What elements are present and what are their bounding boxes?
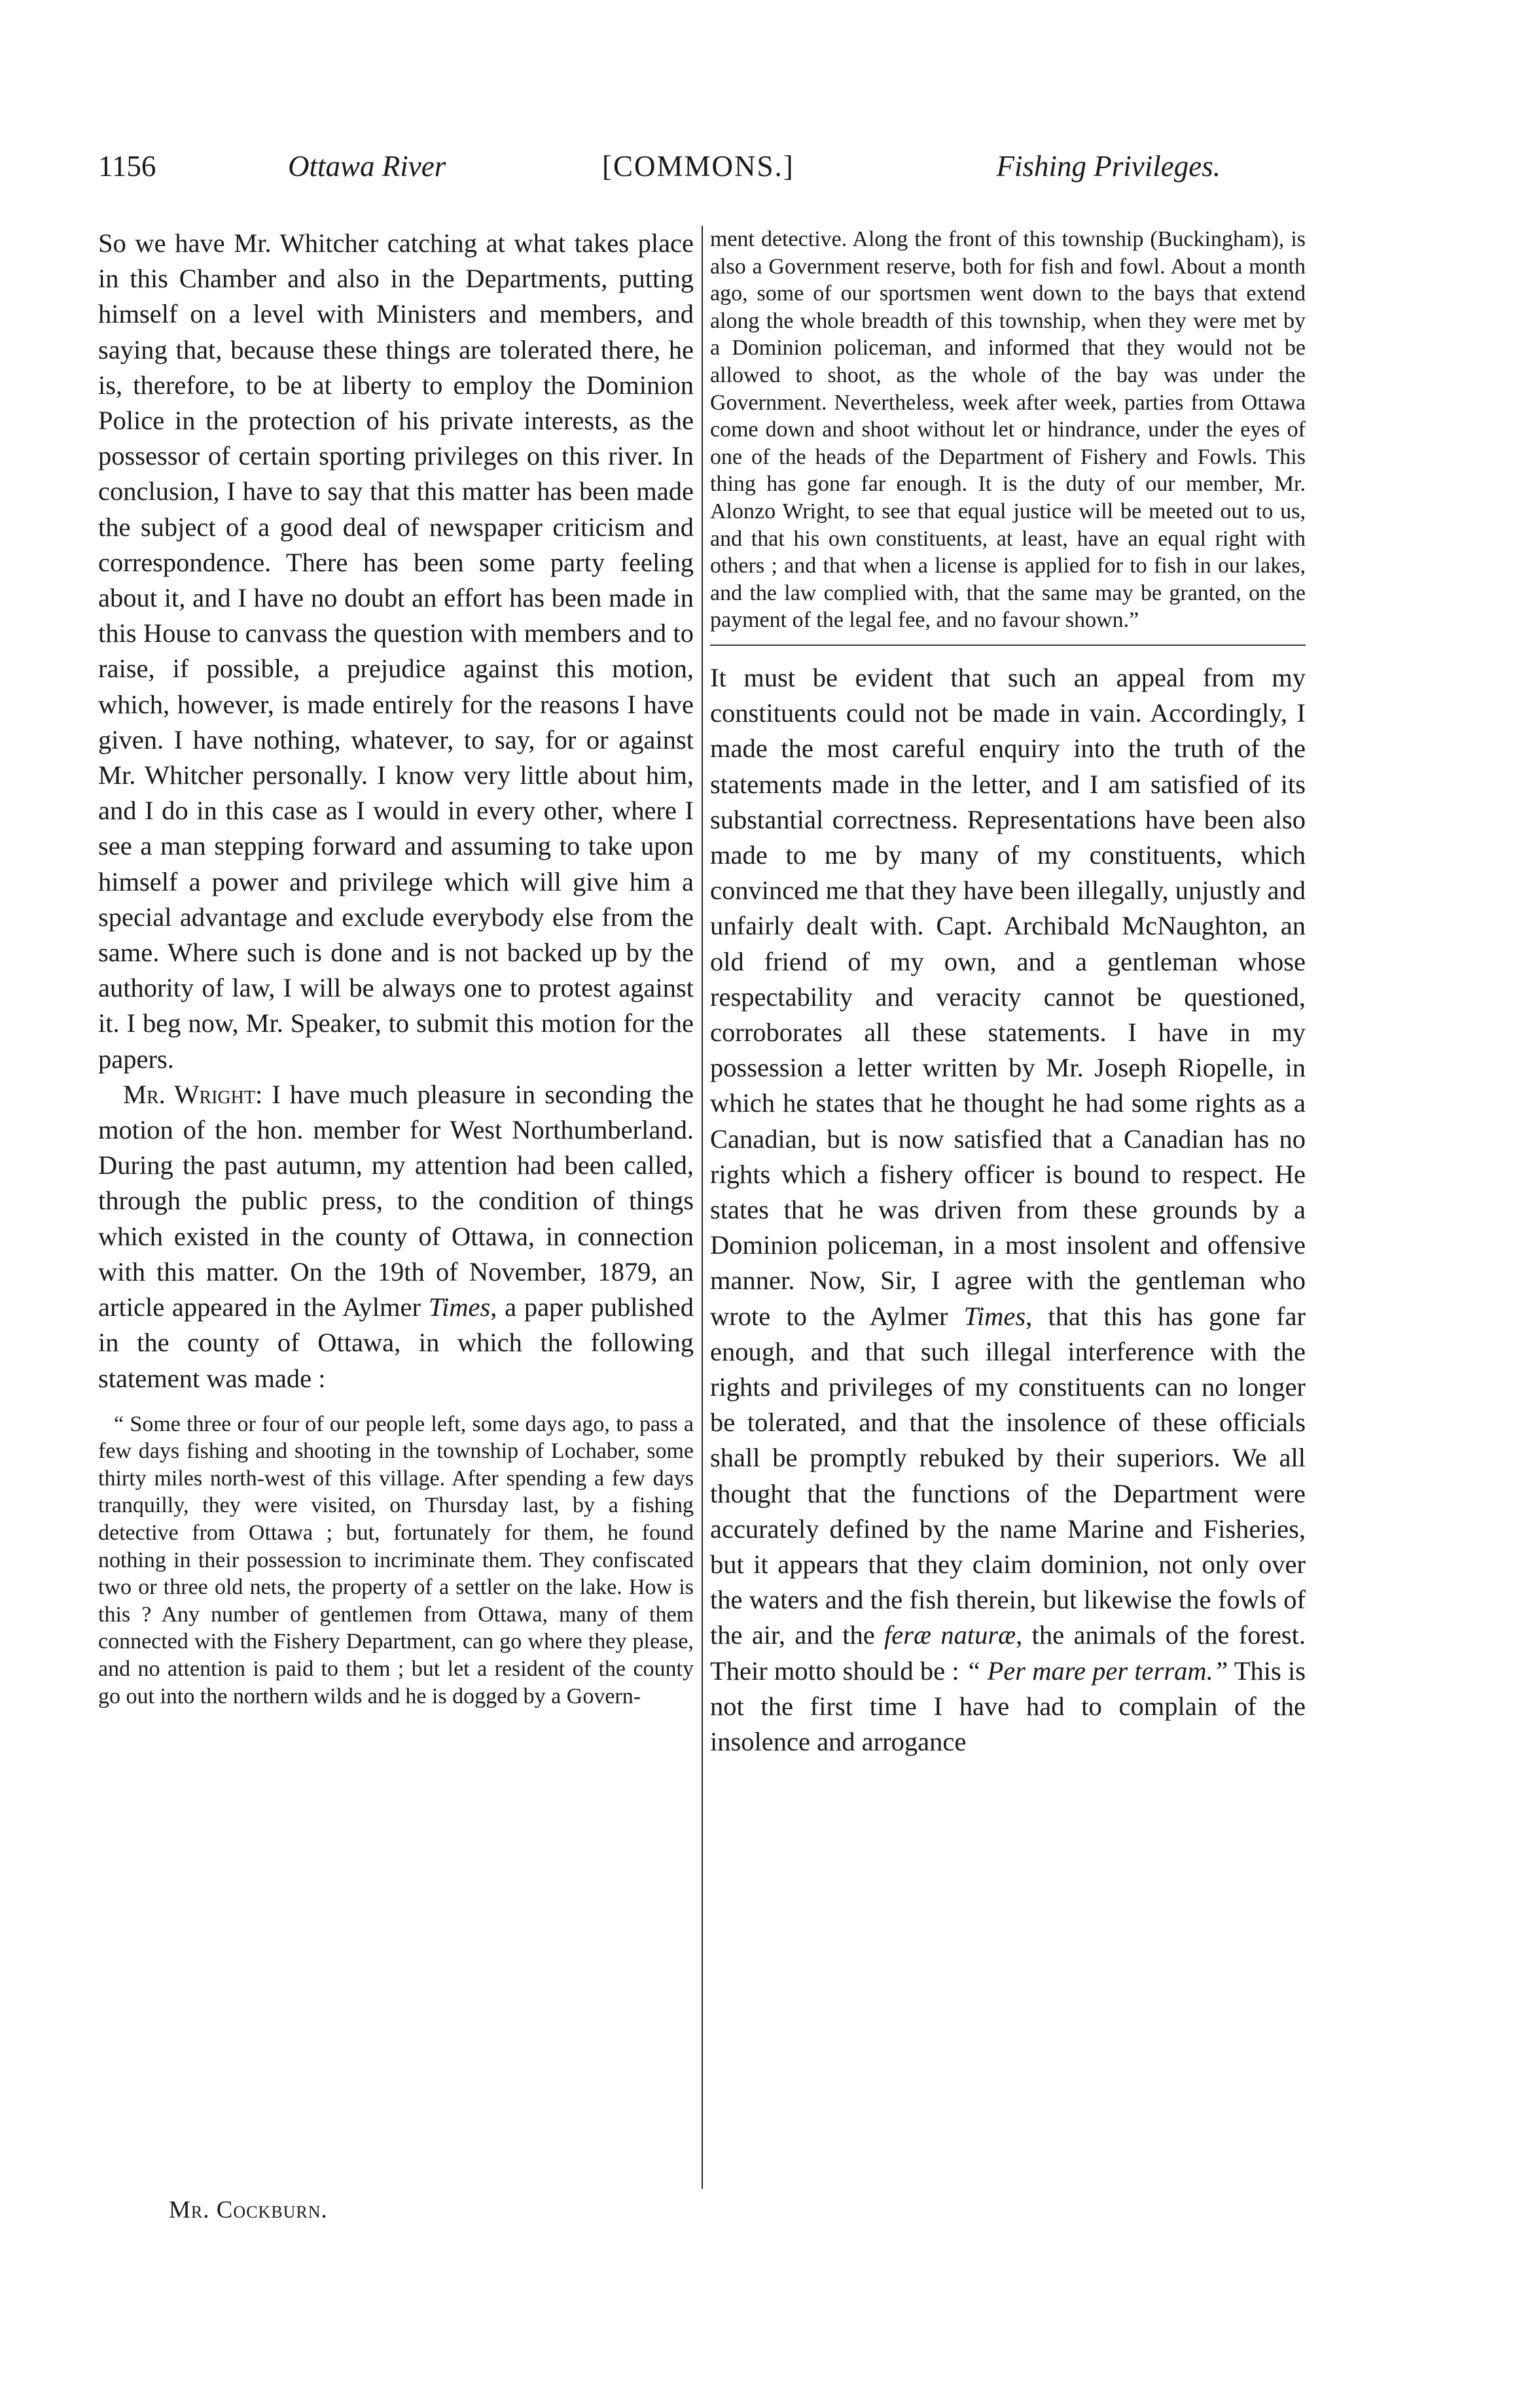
- page-number: 1156: [98, 150, 156, 183]
- paragraph-appeal-text-b: , that this has gone far enough, and that such illegal interference with the rights and privileges of my constituents can no longer be tolerated, and that the insolence of these officials shall be promptly rebuked by their superiors. We all thought that the functions of the Department were accurately defined by the name Marine and Fisheries, but it appears that they claim dominion, not only over the waters and the fish therein, but likewise the fowls of the air, and the: [710, 1301, 1306, 1650]
- paragraph-whitcher-text: So we have Mr. Whitcher catching at what takes place in this Chamber and also in the Departments, putting himself on a level with Ministers and members, and saying that, because these things are tolerated there, he is, therefore, to be at liberty to employ the Dominion Police in the protection of his private interests, as the possessor of certain sporting privileges on this river. In conclusion, I have to say that this matter has been made the subject of a good deal of newspaper criticism and correspondence. There has been some party feeling about it, and I have no doubt an effort has been made in this House to canvass the question with members and to raise, if possible, a prejudice against this motion, which, however, is made entirely for the reasons I have given. I have nothing, whatever, to say, for or against Mr. Whitcher personally. I know very little about him, and I do in this case as I would in every other, where I see a man stepping forward and assuming to take upon himself a power and privilege which will give him a special advantage and exclude everybody else from the same. Where such is done and is not backed up by the authority of law, I will be always one to protest against it. I beg now, Mr. Speaker, to submit this motion for the papers.: [98, 228, 694, 1074]
- right-column: [710, 226, 1306, 1760]
- paragraph-appeal-text-c: , the animals of the forest. Their motto should be :: [710, 1620, 1306, 1686]
- motto-latin: “ Per mare per terram.”: [965, 1656, 1228, 1686]
- running-title-right: Fishing Privileges.: [996, 150, 1221, 183]
- paragraph-appeal-text-a: It must be evident that such an appeal from my constituents could not be made in vain. Accordingly, I made the most careful enquiry into the truth of the statements made in the letter, and I am satisfied of its substantial correctness. Representations have been also made to me by many of my constituents, which convinced me that they have been illegally, unjustly and unfairly dealt with. Capt. Archibald McNaughton, an old friend of my own, and a gentleman whose respectability and veracity cannot be questioned, corroborates all these statements. I have in my possession a letter written by Mr. Joseph Riopelle, in which he states that he thought he had some rights as a Canadian, but is now satisfied that a Canadian has no rights which a fishery officer is bound to respect. He states that he was driven from these grounds by a Dominion policeman, in a most insolent and offensive manner. Now, Sir, I agree with the gentleman who wrote to the Aylmer: [710, 662, 1306, 1331]
- paragraph-wright: [98, 1077, 694, 1396]
- quote-end-rule: [710, 645, 1306, 646]
- left-column: [98, 226, 694, 1710]
- column-divider: [702, 226, 703, 2189]
- quoted-letter: “ Some three or four of our people left, some days ago, to pass a few days fishing and shooting in the township of Lochaber, some thirty miles north-west of this village. After spending a few days tranquilly, they were visited, on Thursday last, by a fishing detective from Ottawa ; but, fortunately for them, he found nothing in their possession to incriminate them. They confiscated two or three old nets, the property of a settler on the lake. How is this ? Any number of gentlemen from Ottawa, many of them connected with the Fishery Department, can go where they please, and no attention is paid to them ; but let a resident of the county go out into the northern wilds and he is dogged by a Govern-: [98, 1411, 694, 1709]
- catchword: Mr. Cockburn.: [169, 2197, 328, 2223]
- latin-ferae-naturae: feræ naturæ: [884, 1620, 1016, 1650]
- page-header: [98, 149, 1221, 195]
- paragraph-appeal: [710, 660, 1306, 1760]
- paragraph-whitcher: [98, 226, 694, 1077]
- running-title-left: Ottawa River: [288, 150, 446, 183]
- newspaper-title-2: Times: [963, 1301, 1026, 1331]
- paragraph-appeal-text-d: This is not the first time I have had to complain of the insolence and arrogance: [710, 1656, 1306, 1756]
- speaker-name: Mr. Wright: [123, 1079, 255, 1109]
- quoted-letter-continued: ment detective. Along the front of this township (Buckingham), is also a Government reserve, both for fish and fowl. About a month ago, some of our sportsmen went down to the bays that extend along the whole breadth of this township, when they were met by a Dominion policeman, and informed that they would not be allowed to shoot, as the whole of the bay was under the Government. Nevertheless, week after week, parties from Ottawa come down and shoot without let or hindrance, under the eyes of one of the heads of the Department of Fishery and Fowls. This thing has gone far enough. It is the duty of our member, Mr. Alonzo Wright, to see that equal justice will be meeted out to us, and that his own constituents, at least, have an equal right with others ; and that when a license is applied for to fish in our lakes, and the law complied with, that the same may be granted, on the payment of the legal fee, and no favour shown.”: [710, 227, 1306, 633]
- newspaper-title: Times: [428, 1292, 491, 1322]
- paragraph-wright-text: : I have much pleasure in seconding the motion of the hon. member for West Northumberland. During the past autumn, my attention had been called, through the public press, to the condition of things which existed in the county of Ottawa, in connection with this matter. On the 19th of November, 1879, an article appeared in the Aylmer: [98, 1079, 694, 1322]
- running-title-center: [COMMONS.]: [602, 150, 794, 183]
- paragraph-wright-text-end: , a paper published in the county of Ottawa, in which the following statement was made :: [98, 1292, 694, 1393]
